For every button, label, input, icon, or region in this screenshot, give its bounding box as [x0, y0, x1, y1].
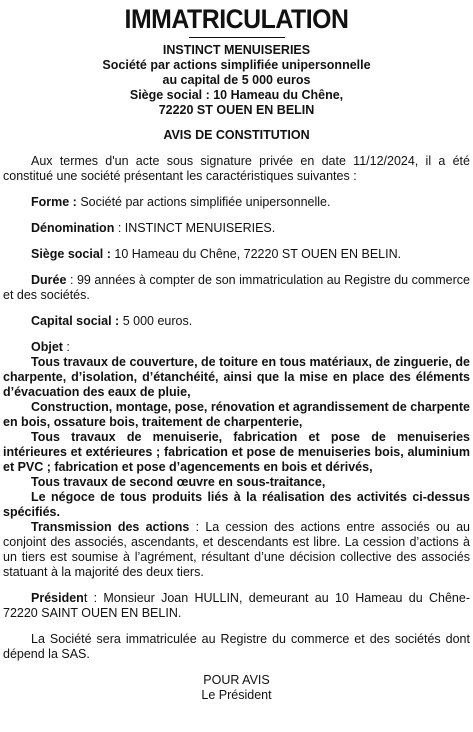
objet-item: Le négoce de tous produits liés à la réalisation des activités ci-dessus spécifiés. — [3, 490, 470, 519]
capital-value: 5 000 euros. — [119, 314, 193, 328]
company-capital: au capital de 5 000 euros — [162, 73, 311, 87]
president-text: t : Monsieur Joan HULLIN, demeurant au 10 Hameau du Chêne- 72220 SAINT OUEN EN BELIN. — [3, 591, 470, 620]
forme-label: Forme : — [31, 195, 77, 209]
forme-field — [3, 195, 470, 210]
company-legal-form: Société par actions simplifiée unipersonnelle — [102, 58, 371, 72]
duree-value: : 99 années à compter de son immatriculation au Registre du commerce et des sociétés. — [3, 273, 470, 302]
denomination-value: : INSTINCT MENUISERIES. — [114, 221, 276, 235]
objet-heading — [3, 340, 470, 355]
transmission-field — [3, 520, 470, 580]
capital-label: Capital social : — [31, 314, 120, 328]
objet-item: Construction, montage, pose, rénovation et agrandissement de charpente en bois, ossature bois, traitement de charpenterie, — [3, 400, 470, 429]
siege-label: Siège social : — [31, 247, 111, 261]
signature-line: POUR AVIS — [203, 673, 270, 687]
president-field — [3, 591, 470, 621]
company-city: 72220 ST OUEN EN BELIN — [158, 103, 315, 117]
registration-paragraph: La Société sera immatriculée au Registre du commerce et des sociétés dont dépend la SAS. — [3, 632, 470, 661]
objet-suffix: : — [62, 340, 70, 354]
denomination-field — [3, 221, 470, 236]
company-seat: Siège social : 10 Hameau du Chêne, — [129, 88, 344, 102]
intro-paragraph: Aux termes d'un acte sous signature privée en date 11/12/2024, il a été constitué une société présentant les caractéristiques suivantes : — [3, 154, 470, 183]
objet-label: Objet — [31, 340, 63, 354]
transmission-text: : La cession des actions entre associés ou au conjoint des associés, ascendants, et descendants est libre. La cession d’actions à un tiers est soumise à l’agrément, résultant d’une décision collective des associés statuant à la majorité des deux tiers. — [3, 520, 470, 579]
notice-heading: IMMATRICULATION — [124, 4, 349, 34]
objet-item: Tous travaux de couverture, de toiture en tous matériaux, de zinguerie, de charpente, d’isolation, d’étanchéité, ainsi que la mise en place des éléments d’évacuation des eaux de pluie, — [3, 355, 470, 399]
forme-value: Société par actions simplifiée unipersonnelle. — [76, 195, 331, 209]
siege-value: 10 Hameau du Chêne, 72220 ST OUEN EN BELIN. — [110, 247, 402, 261]
notice-title: AVIS DE CONSTITUTION — [163, 128, 310, 142]
denomination-label: Dénomination — [31, 221, 115, 235]
transmission-label: Transmission des actions — [31, 520, 190, 534]
signature-role: Le Président — [201, 688, 272, 702]
company-name: INSTINCT MENUISERIES — [162, 43, 311, 57]
title-divider — [189, 37, 285, 38]
objet-item: Tous travaux de menuiserie, fabrication et pose de menuiseries intérieures et extérieures ; fabrication et pose de menuiseries bois, aluminium et PVC ; fabrication et pose d’agencements en bois et dérivés, — [3, 430, 470, 474]
duree-field — [3, 273, 470, 303]
capital-field — [3, 314, 470, 329]
objet-item: Tous travaux de second œuvre en sous-traitance, — [31, 475, 326, 489]
siege-field — [3, 247, 470, 262]
president-label: Présiden — [31, 591, 84, 605]
duree-label: Durée — [31, 273, 67, 287]
